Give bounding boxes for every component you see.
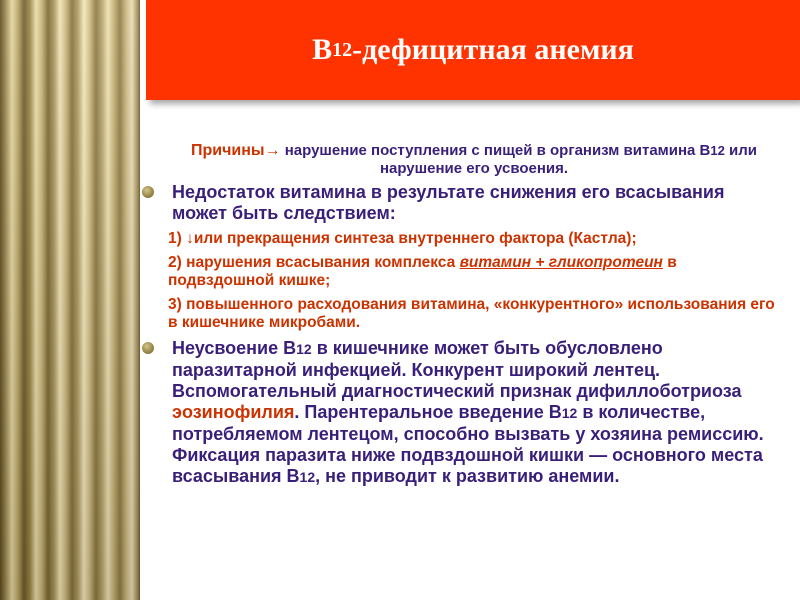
title-subscript: 12 — [332, 38, 353, 61]
bullet-dot-icon — [142, 186, 154, 198]
cause-item-1: 1) ↓или прекращения синтеза внутреннего фактора (Кастла); — [168, 230, 637, 247]
eosinophilia-term: эозинофилия — [172, 402, 295, 422]
causes-text-2: или нарушение его усвоения. — [379, 142, 757, 177]
bullet-dot-icon — [142, 342, 154, 354]
causes-text-1: нарушение поступления с пищей в организм витамина B — [280, 142, 711, 159]
bullet-malabsorption — [164, 338, 784, 488]
bullet1-text: Недостаток витамина в результате снижения его всасывания может быть следствием: — [172, 182, 725, 223]
bullet-vitamin-deficiency — [164, 182, 784, 224]
title-rest: -дефицитная анемия — [352, 33, 634, 66]
causes-subscript: 12 — [710, 143, 725, 158]
cause-item-3: 3) повышенного расходования витамина, «конкурентного» использования его в кишечнике микробами. — [168, 296, 775, 331]
bullet2-subscript-2: 12 — [561, 405, 578, 421]
causes-lead: Причины→ — [190, 142, 281, 159]
cause-item-2-suffix: в подвздошной кишке; — [168, 254, 677, 289]
bullet2-part-1: Неусвоение B — [172, 338, 297, 358]
causes-line — [164, 142, 784, 178]
bullet2-part-4: в количестве, потребляемом лентецом, способно вызвать у хозяина ремиссию. Фиксация паразита ниже подвздошной кишки — основного места всасывания B — [172, 402, 764, 486]
slide-content — [164, 142, 784, 488]
bullet2-subscript-1: 12 — [296, 341, 312, 357]
title-prefix: B — [312, 33, 333, 66]
cause-item-2-link[interactable]: витамин + гликопротеин — [459, 254, 663, 271]
bullet2-part-2: в кишечнике может быть обусловлено паразитарной инфекцией. Конкурент широкий лентец. Вспомогательный диагностический признак дифиллоботриоза — [172, 338, 742, 401]
bullet2-part-5: , не приводит к развитию анемии. — [315, 466, 620, 486]
cause-item-2 — [164, 254, 784, 290]
bullet2-subscript-3: 12 — [299, 469, 316, 485]
slide-title — [146, 0, 800, 100]
side-panel-shade — [0, 0, 140, 600]
bullet2-part-3: . Парентеральное введение B — [294, 402, 562, 422]
title-banner — [146, 0, 800, 100]
cause-item-2-prefix: 2) нарушения всасывания комплекса — [168, 254, 460, 271]
